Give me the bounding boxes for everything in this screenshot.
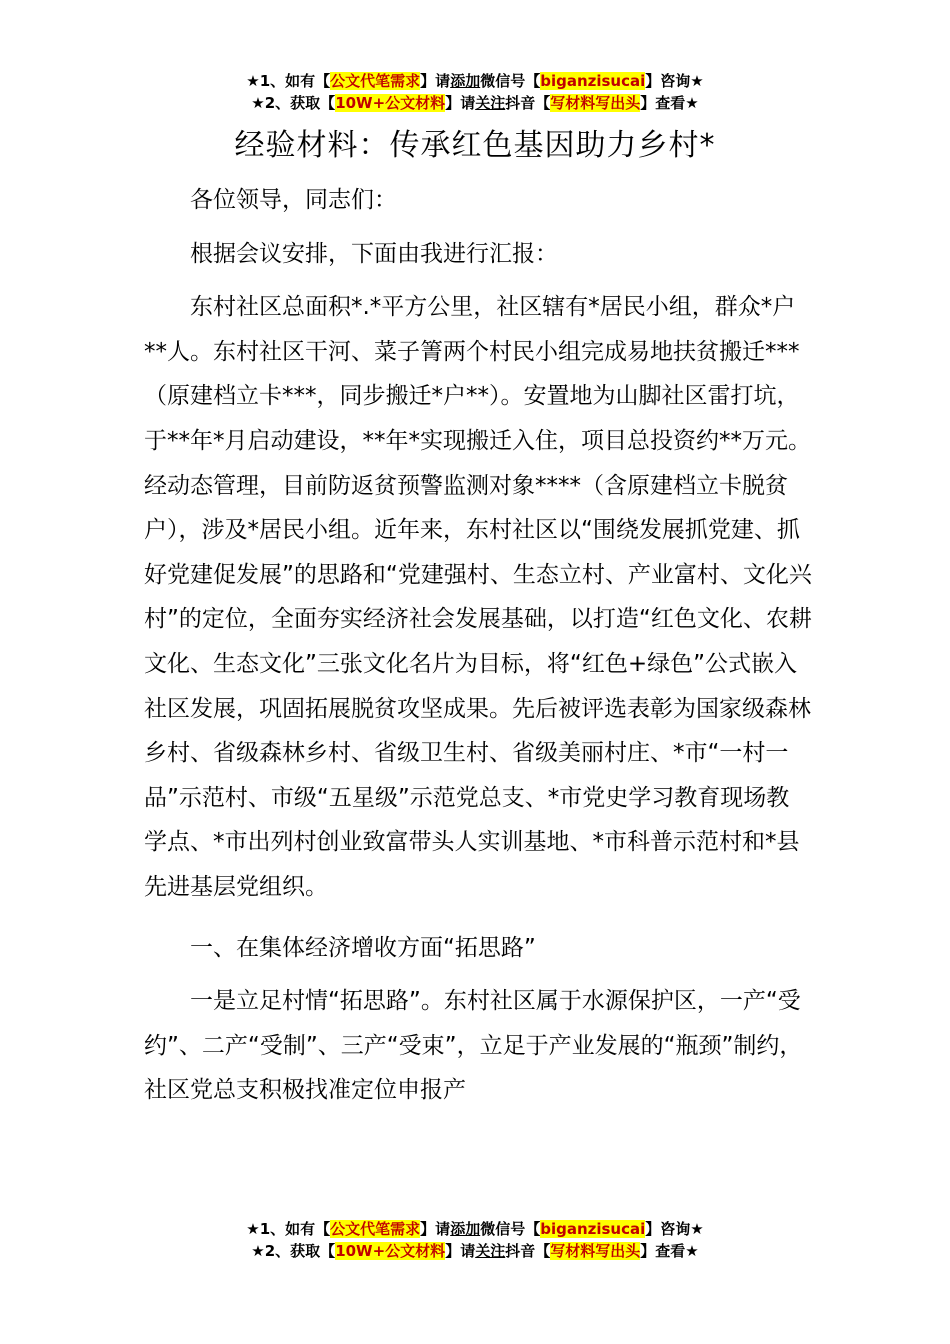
promo-text: 】请: [445, 94, 476, 112]
promo-text: 微信号【: [480, 72, 541, 90]
promo-text: 微信号【: [480, 1220, 541, 1238]
douyin-account: 写材料写出头: [550, 1242, 641, 1260]
promo-highlight: 10W+公文材料: [335, 1242, 446, 1260]
promo-text: 】查看★: [640, 1242, 699, 1260]
greeting-paragraph: 各位领导，同志们：: [190, 187, 397, 213]
promo-text: ★2、获取【: [251, 94, 336, 112]
document-title: 经验材料：传承红色基因助力乡村*: [234, 128, 716, 163]
header-promo-banner: [0, 70, 950, 114]
intro-paragraph: 根据会议安排，下面由我进行汇报：: [190, 240, 558, 267]
promo-highlight: 10W+公文材料: [335, 94, 446, 112]
footer-promo-banner: [0, 1218, 950, 1262]
promo-line-2: [0, 1240, 950, 1262]
promo-text: ★2、获取【: [251, 1242, 336, 1260]
promo-highlight: 公文代笔需求: [330, 1220, 421, 1238]
promo-text: 】请: [445, 1242, 476, 1260]
promo-line-2: [0, 92, 950, 114]
wechat-id: biganzisucai: [540, 1220, 646, 1238]
promo-underlined: 添加: [450, 1220, 481, 1238]
promo-underlined: 添加: [450, 72, 481, 90]
promo-line-1: [0, 1218, 950, 1240]
promo-text: 】咨询★: [645, 72, 704, 90]
promo-highlight: 公文代笔需求: [330, 72, 421, 90]
point-paragraph: 一是立足村情“拓思路”。东村社区属于水源保护区，一产“受约”、二产“受制”、三产“受束”，立足于产业发展的“瓶颈”制约，社区党总支积极找准定位申报产: [144, 988, 803, 1104]
promo-text: 】请: [420, 72, 451, 90]
promo-text: ★1、如有【: [246, 1220, 331, 1238]
promo-text: 】请: [420, 1220, 451, 1238]
promo-underlined: 关注: [475, 94, 506, 112]
overview-paragraph: 东村社区总面积*.*平方公里，社区辖有*居民小组，群众*户**人。东村社区干河、菜子箐两个村民小组完成易地扶贫搬迁***（原建档立卡***，同步搬迁*户**）。安置地为山脚社区雷打坑，于**年*月启动建设，**年*实现搬迁入住，项目总投资约**万元。经动态管理，目前防返贫预警监测对象****（含原建档立卡脱贫户），涉及*居民小组。近年来，东村社区以“围绕发展抓党建、抓好党建促发展”的思路和“党建强村、生态立村、产业富村、文化兴村”的定位，全面夯实经济社会发展基础，以打造“红色文化、农耕文化、生态文化”三张文化名片为目标，将“红色+绿色”公式嵌入社区发展，巩固拓展脱贫攻坚成果。先后被评选表彰为国家级森林乡村、省级森林乡村、省级卫生村、省级美丽村庄、*市“一村一品”示范村、市级“五星级”示范党总支、*市党史学习教育现场教学点、*市出列村创业致富带头人实训基地、*市科普示范村和*县先进基层党组织。: [144, 294, 812, 900]
promo-text: ★1、如有【: [246, 72, 331, 90]
promo-line-1: [0, 70, 950, 92]
promo-underlined: 关注: [475, 1242, 506, 1260]
wechat-id: biganzisucai: [540, 72, 646, 90]
promo-text: 】咨询★: [645, 1220, 704, 1238]
document-body: [144, 178, 812, 1113]
promo-text: 】查看★: [640, 94, 699, 112]
promo-text: 抖音【: [505, 94, 551, 112]
section-heading: 一、在集体经济增收方面“拓思路”: [190, 934, 536, 961]
promo-text: 抖音【: [505, 1242, 551, 1260]
douyin-account: 写材料写出头: [550, 94, 641, 112]
